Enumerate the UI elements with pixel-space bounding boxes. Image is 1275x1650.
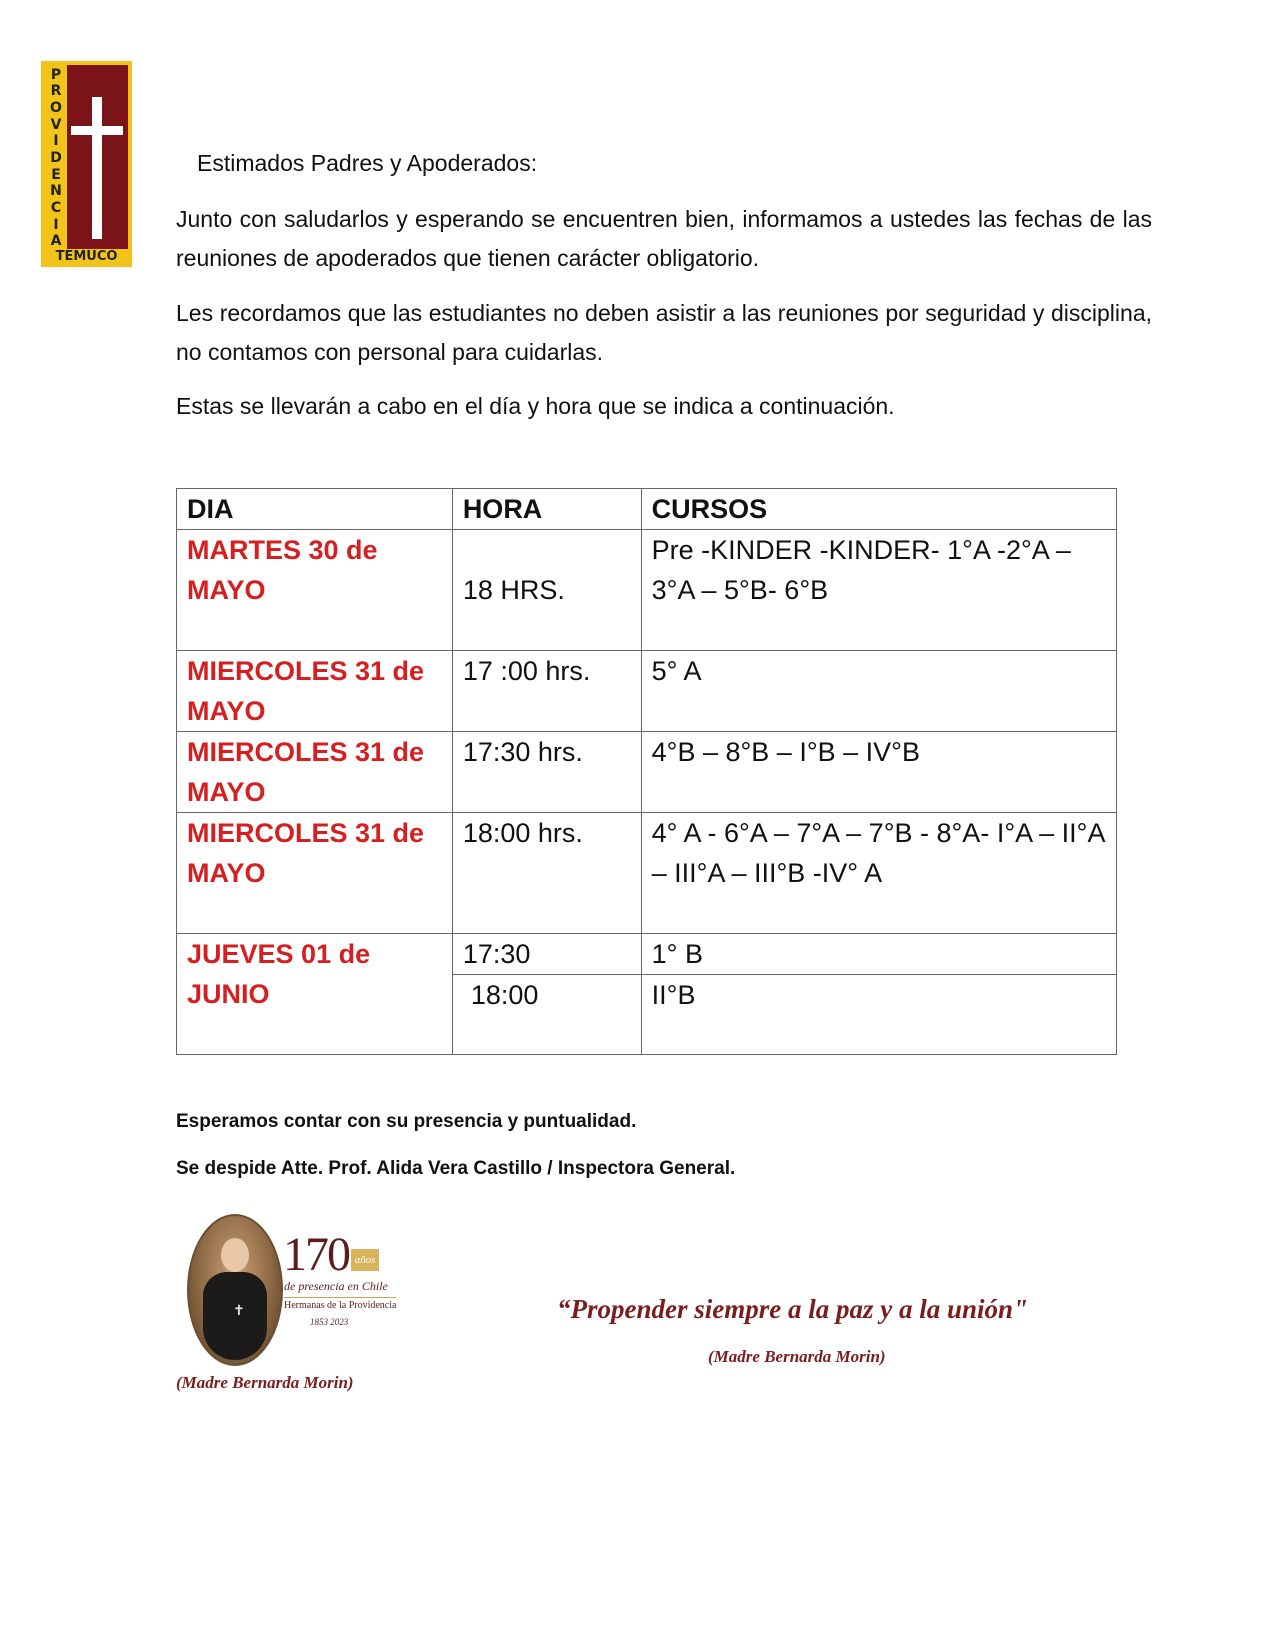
- header-hora: HORA: [452, 489, 641, 530]
- logo-letter: C: [50, 199, 62, 216]
- row-cursos: Pre -KINDER -KINDER- 1°A -2°A – 3°A – 5°B- 6°B: [641, 530, 1116, 651]
- paragraph-2: Les recordamos que las estudiantes no deben asistir a las reuniones por seguridad y disciplina, no contamos con personal para cuidarlas.: [176, 300, 1152, 365]
- portrait-face: [221, 1238, 249, 1272]
- row-cursos: 4° A - 6°A – 7°A – 7°B - 8°A- I°A – II°A – III°A – III°B -IV° A: [641, 813, 1116, 934]
- paragraph-1: Junto con saludarlos y esperando se encuentren bien, informamos a ustedes las fechas de las reuniones de apoderados que tienen carácter obligatorio.: [176, 206, 1152, 271]
- row-cursos: 1° B: [641, 934, 1116, 975]
- row-dia: MIERCOLES 31 de MAYO: [177, 813, 453, 934]
- closing-signature: Se despide Atte. Prof. Alida Vera Castillo / Inspectora General.: [176, 1158, 736, 1179]
- row-hora: [452, 530, 641, 651]
- header-dia: DIA: [177, 489, 453, 530]
- logo-letter: E: [51, 166, 61, 183]
- row-cursos: 4°B – 8°B – I°B – IV°B: [641, 732, 1116, 813]
- row-dia: MIERCOLES 31 de MAYO: [177, 651, 453, 732]
- logo-letter: O: [50, 99, 62, 116]
- row-hora: 18:00: [452, 975, 641, 1055]
- quote-attribution: (Madre Bernarda Morin): [708, 1347, 886, 1366]
- greeting: Estimados Padres y Apoderados:: [197, 150, 538, 176]
- row-hora: 18:00 hrs.: [452, 813, 641, 934]
- logo-letter: N: [50, 183, 62, 200]
- row-hora: 17:30 hrs.: [452, 732, 641, 813]
- anniversary-org: Hermanas de la Providencia: [284, 1297, 396, 1311]
- logo-letter: V: [50, 116, 62, 133]
- row-hora: 17:30: [452, 934, 641, 975]
- table-row: [177, 530, 1117, 651]
- anniversary-subtitle: de presencia en Chile: [284, 1279, 388, 1293]
- logo-city: TEMUCO: [55, 249, 118, 264]
- logo-letter: I: [53, 133, 59, 150]
- table-row: [177, 732, 1117, 813]
- meeting-schedule-table: [176, 488, 1117, 1055]
- row-dia: MIERCOLES 31 de MAYO: [177, 732, 453, 813]
- row-hora: 17 :00 hrs.: [452, 651, 641, 732]
- anniversary-number: 170: [283, 1228, 349, 1281]
- quote: “Propender siempre a la paz y a la unión": [557, 1294, 1029, 1324]
- table-row: [177, 813, 1117, 934]
- logo-letter: A: [50, 233, 62, 250]
- anniversary-anos: años: [351, 1249, 379, 1271]
- logo-letter: R: [50, 83, 62, 100]
- anniversary-years: 1853 2023: [310, 1317, 349, 1327]
- cross-icon-bar: [71, 126, 123, 135]
- row-hora-text: 18 HRS.: [462, 575, 565, 605]
- school-logo: [41, 61, 132, 267]
- closing-line-1: Esperamos contar con su presencia y puntualidad.: [176, 1111, 637, 1132]
- portrait-caption: (Madre Bernarda Morin): [176, 1373, 354, 1392]
- cross-icon: ✝: [233, 1302, 245, 1318]
- paragraph-3: Estas se llevarán a cabo en el día y hora que se indica a continuación.: [176, 393, 895, 419]
- row-dia: MARTES 30 de MAYO: [177, 530, 453, 651]
- logo-letter: I: [53, 216, 59, 233]
- logo-vertical-letters: [45, 65, 67, 251]
- cross-icon: [92, 97, 102, 239]
- row-cursos: 5° A: [641, 651, 1116, 732]
- portrait-image: [187, 1214, 283, 1366]
- row-cursos: II°B: [641, 975, 1116, 1055]
- header-cursos: CURSOS: [641, 489, 1116, 530]
- row-dia: JUEVES 01 de JUNIO: [177, 934, 453, 1055]
- logo-letter: D: [50, 149, 62, 166]
- table-row: [177, 651, 1117, 732]
- table-row: [177, 934, 1117, 975]
- table-header-row: [177, 489, 1117, 530]
- logo-letter: P: [50, 66, 62, 83]
